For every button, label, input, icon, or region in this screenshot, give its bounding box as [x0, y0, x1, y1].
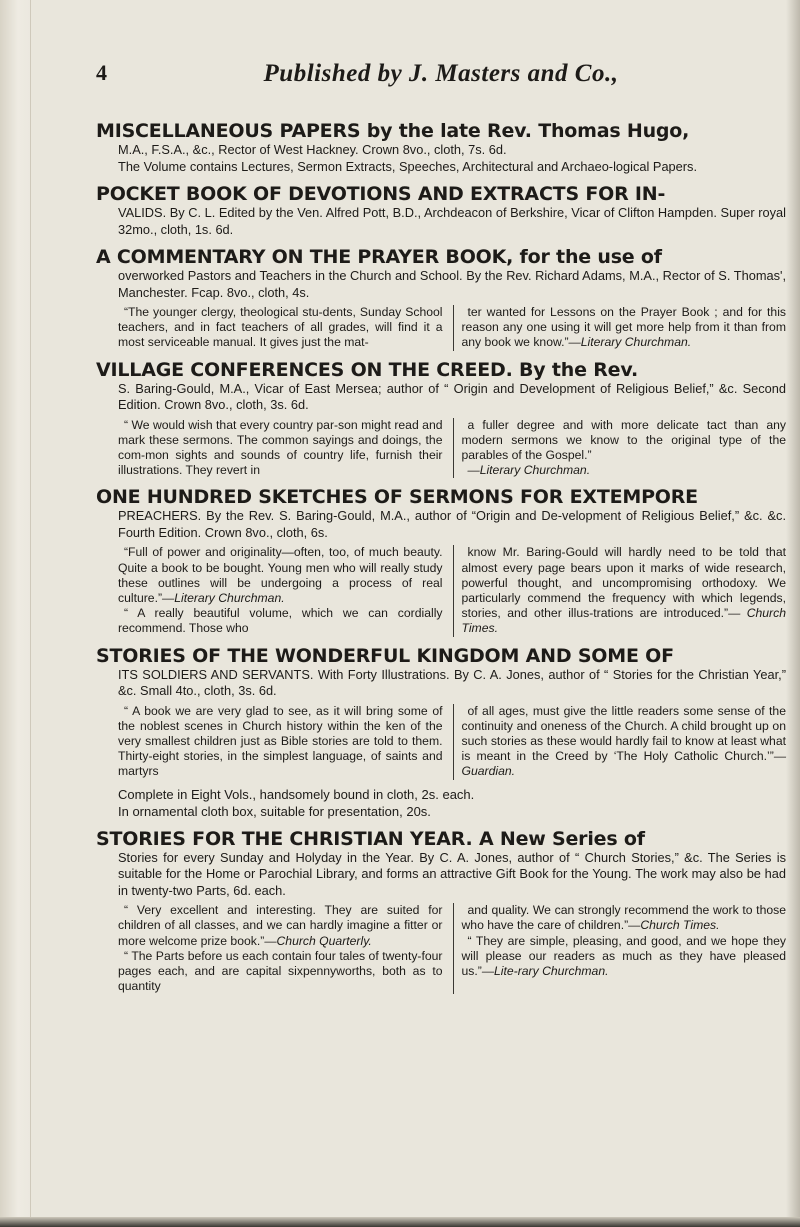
review-quotes — [96, 418, 786, 479]
review-left-column — [118, 418, 453, 479]
review-left-column — [118, 704, 453, 780]
entry-note: The Volume contains Lectures, Sermon Extracts, Speeches, Architectural and Archaeo-logical Papers. — [118, 158, 698, 174]
review-source: —Literary Churchman. — [162, 591, 285, 606]
catalogue-entry-sketches-of-sermons — [96, 486, 786, 636]
review-text: ter wanted for Lessons on the Prayer Book ; and for this reason any one using it will get more help from it than from any book we know.” — [461, 305, 786, 350]
review-text: know Mr. Baring-Gould will hardly need to be told that almost every page bears upon it marks of wide research, powerful thought, and uncompromising orthodoxy. We particularly commend the frequency with which legends, stories, and other illus-trations are introduced.” — [461, 545, 786, 621]
entry-title: A COMMENTARY ON THE PRAYER BOOK, for the use of — [96, 246, 662, 268]
entry-title: POCKET BOOK OF DEVOTIONS AND EXTRACTS FOR IN- — [96, 183, 666, 205]
entry-description: M.A., F.S.A., &c., Rector of West Hackney. Crown 8vo., cloth, 7s. 6d. — [118, 142, 507, 157]
review-right-column — [453, 305, 787, 351]
review-text: “ We would wish that every country par-son might read and mark these sermons. The common sayings and doings, the com-mon sights and sounds of country life, furnish their illustrations. They revert in — [118, 417, 443, 478]
entry-title: STORIES OF THE WONDERFUL KINGDOM AND SOME OF — [96, 644, 674, 667]
review-quotes — [96, 545, 786, 636]
review-left-column — [118, 903, 453, 994]
review-text: of all ages, must give the little readers some sense of the continuity and oneness of the Church. A child brought up on such stories as these would hardly fail to know at least what is meant in the Creed by ‘The Holy Catholic Church.’” — [461, 703, 786, 764]
review-source: —Church Times. — [628, 918, 720, 933]
page-bottom-edge — [0, 1217, 800, 1227]
entry-description: VALIDS. By C. L. Edited by the Ven. Alfred Pott, B.D., Archdeacon of Berkshire, Vicar of Clifton Hampden. Super royal 32mo., cloth, 1s. 6d. — [118, 205, 786, 237]
entry-description: ITS SOLDIERS AND SERVANTS. With Forty Illustrations. By C. A. Jones, author of “ Stories for the Christian Year,” &c. Small 4to., cloth, 3s. 6d. — [118, 666, 786, 699]
review-text: and quality. We can strongly recommend the work to those who have the care of children.” — [461, 903, 786, 933]
review-text: “ Very excellent and interesting. They are suited for children of all classes, and we can hardly imagine a fitter or more welcome prize book.” — [118, 903, 443, 948]
review-left-column — [118, 545, 453, 636]
review-source: —Guardian. — [461, 749, 786, 779]
review-quotes — [96, 305, 786, 351]
catalogue-entry-pocket-book — [96, 183, 786, 238]
entry-description: PREACHERS. By the Rev. S. Baring-Gould, M.A., author of “Origin and De-velopment of Religious Belief,” &c. &c. Fourth Edition. Crown 8vo., cloth, 6s. — [118, 508, 786, 540]
review-text: “Full of power and originality—often, too, of much beauty. Quite a book to be bought. Young men who will really study these outlines will be undergoing a process of real culture.” — [118, 545, 443, 606]
page-right-edge — [786, 0, 800, 1227]
entry-title: STORIES FOR THE CHRISTIAN YEAR. A New Series of — [96, 827, 645, 850]
review-right-column — [453, 418, 787, 479]
catalogue-entry-christian-year — [96, 828, 786, 995]
page-binding-edge — [0, 0, 31, 1227]
review-left-column — [118, 305, 453, 351]
catalogue-entry-wonderful-kingdom — [96, 645, 786, 820]
entry-description: overworked Pastors and Teachers in the Church and School. By the Rev. Richard Adams, M.A., Rector of S. Thomas', Manchester. Fcap. 8vo., cloth, 4s. — [118, 268, 786, 300]
box-note: In ornamental cloth box, suitable for presentation, 20s. — [118, 803, 431, 819]
entry-title: ONE HUNDRED SKETCHES OF SERMONS FOR EXTEMPORE — [96, 486, 698, 509]
review-text: “ They are simple, pleasing, and good, and we hope they will please our readers as much as they have pleased us.” — [461, 933, 786, 978]
review-text: “ A book we are very glad to see, as it will bring some of the noblest scenes in Church history within the ken of the very smallest children just as Bible stories are told to them. Thirty-eight stories, in the simplest language, of saints and martyrs — [118, 703, 443, 779]
review-right-column — [453, 903, 787, 994]
entry-description: Stories for every Sunday and Holyday in the Year. By C. A. Jones, author of “ Church Stories,” &c. The Series is suitable for the Home or Parochial Library, and forms an attractive Gift Book for the Young. The work may also be had in twenty-two Parts, 6d. each. — [118, 849, 786, 898]
entry-title: MISCELLANEOUS PAPERS by the late Rev. Thomas Hugo, — [96, 120, 690, 142]
review-source: —Lite-rary Churchman. — [481, 963, 609, 978]
review-text: “The younger clergy, theological stu-dents, Sunday School teachers, and in fact teachers of all grades, will find it a most serviceable manual. It gives just the mat- — [118, 305, 443, 350]
review-text: a fuller degree and with more delicate tact than any modern sermons we know to the original type of the parables of the Gospel.” — [461, 417, 786, 463]
catalogue-entry-miscellaneous-papers — [96, 120, 786, 175]
review-text: “ The Parts before us each contain four tales of twenty-four pages each, and are capital sixpennyworths, both as to quantity — [118, 948, 443, 994]
binding-note: Complete in Eight Vols., handsomely bound in cloth, 2s. each. — [118, 786, 475, 802]
review-quotes — [96, 903, 786, 994]
review-source: —Literary Churchman. — [467, 463, 591, 478]
entry-title: VILLAGE CONFERENCES ON THE CREED. By the Rev. — [96, 358, 638, 381]
review-right-column — [453, 704, 787, 780]
catalogue-page — [96, 60, 786, 1002]
page-header — [96, 60, 786, 94]
review-source: —Church Quarterly. — [264, 933, 372, 948]
page-number: 4 — [96, 60, 107, 85]
review-right-column — [453, 545, 787, 636]
entry-description: S. Baring-Gould, M.A., Vicar of East Mersea; author of “ Origin and Development of Religious Belief,” &c. Second Edition. Crown 8vo., cloth, 3s. 6d. — [118, 380, 786, 413]
review-text: “ A really beautiful volume, which we can cordially recommend. Those who — [118, 606, 443, 636]
review-source: —Literary Churchman. — [568, 335, 692, 350]
catalogue-entry-village-conferences — [96, 359, 786, 479]
review-quotes — [96, 704, 786, 780]
running-head: Published by J. Masters and Co., — [263, 60, 619, 87]
review-source: — Church Times. — [461, 606, 786, 636]
catalogue-entry-commentary-prayer-book — [96, 246, 786, 351]
